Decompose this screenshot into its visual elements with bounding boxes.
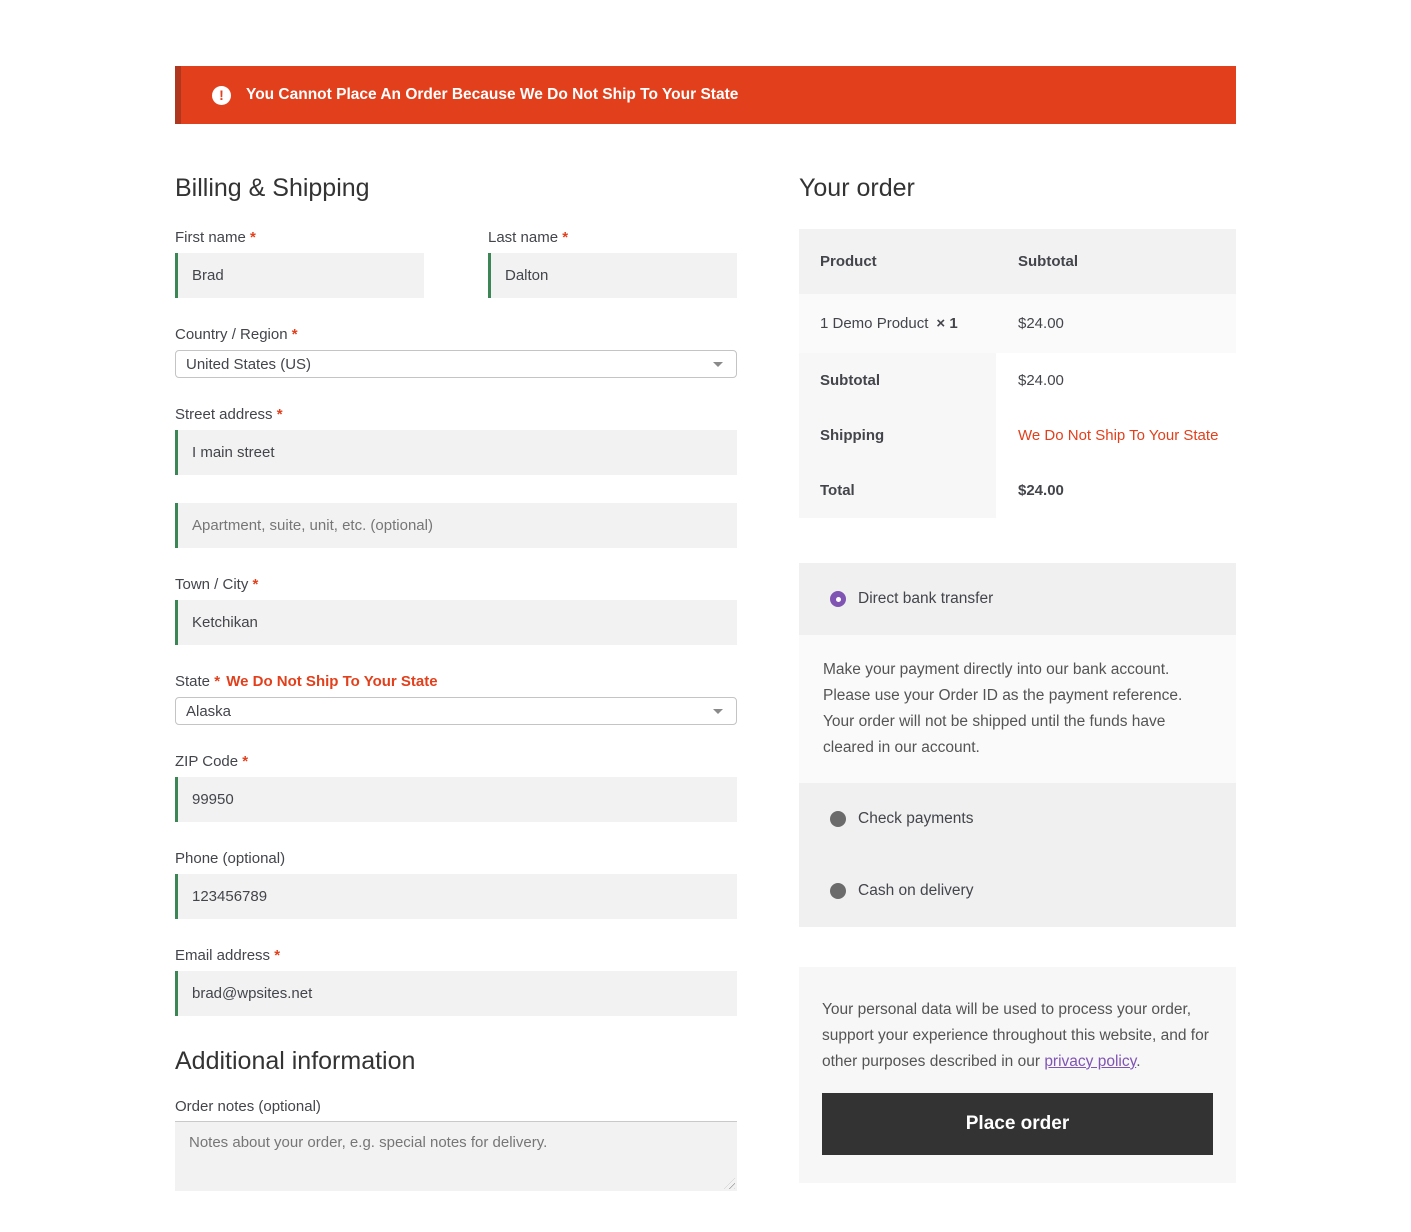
required-mark: * bbox=[242, 753, 249, 770]
last-name-input[interactable] bbox=[488, 253, 737, 298]
error-banner bbox=[175, 66, 1236, 124]
street-address-input[interactable] bbox=[175, 430, 737, 475]
radio-unselected-icon[interactable] bbox=[830, 811, 846, 827]
first-name-field-group bbox=[175, 229, 424, 298]
phone-field-group bbox=[175, 850, 737, 919]
first-name-input[interactable] bbox=[175, 253, 424, 298]
last-name-label: Last name * bbox=[488, 229, 569, 246]
radio-unselected-icon[interactable] bbox=[830, 883, 846, 899]
total-label: Total bbox=[799, 463, 996, 518]
order-table bbox=[799, 229, 1236, 518]
alert-icon bbox=[212, 86, 231, 105]
payment-method-description: Make your payment directly into our bank account. Please use your Order ID as the payment reference. Your order will not be shipped until the funds have cleared in our account. bbox=[799, 635, 1236, 783]
first-name-label: First name * bbox=[175, 229, 256, 246]
line-item-qty: × 1 bbox=[936, 315, 958, 332]
state-select-value: Alaska bbox=[186, 702, 232, 720]
shipping-value: We Do Not Ship To Your State bbox=[996, 408, 1236, 463]
error-banner-text: You Cannot Place An Order Because We Do Not Ship To Your State bbox=[246, 86, 739, 103]
payment-method-bank-transfer[interactable]: Direct bank transfer bbox=[799, 563, 1236, 635]
required-mark: * bbox=[250, 229, 256, 246]
country-select[interactable] bbox=[175, 350, 737, 378]
street-address-field-group bbox=[175, 406, 737, 475]
street-address-label: Street address * bbox=[175, 406, 283, 423]
city-label: Town / City * bbox=[175, 576, 259, 593]
required-mark: * bbox=[291, 326, 298, 343]
place-order-button[interactable]: Place order bbox=[822, 1093, 1213, 1155]
subtotal-label: Subtotal bbox=[799, 353, 996, 408]
required-mark: * bbox=[274, 947, 281, 964]
line-item-name: 1 Demo Product × 1 bbox=[820, 315, 958, 332]
state-field-group bbox=[175, 673, 737, 725]
subtotal-row bbox=[799, 353, 1236, 408]
zip-input[interactable] bbox=[175, 777, 737, 822]
phone-label: Phone (optional) bbox=[175, 850, 286, 867]
last-name-field-group bbox=[488, 229, 737, 298]
required-mark: * bbox=[214, 673, 221, 690]
payment-method-check[interactable]: Check payments bbox=[799, 783, 1236, 855]
billing-shipping-title: Billing & Shipping bbox=[175, 174, 370, 202]
country-label: Country / Region * bbox=[175, 326, 298, 343]
checkout-page bbox=[175, 0, 1236, 1219]
country-select-value: United States (US) bbox=[186, 355, 312, 373]
total-row bbox=[799, 463, 1236, 518]
payment-method-cod[interactable]: Cash on delivery bbox=[799, 855, 1236, 927]
order-table-header bbox=[799, 229, 1236, 294]
subtotal-value: $24.00 bbox=[996, 353, 1236, 408]
place-order-panel bbox=[799, 967, 1236, 1183]
zip-label: ZIP Code * bbox=[175, 753, 249, 770]
subtotal-column-header: Subtotal bbox=[1018, 253, 1078, 270]
privacy-notice: Your personal data will be used to process your order, support your experience throughout this website, and for other purposes described in our privacy policy. bbox=[822, 1001, 1209, 1070]
state-error-text: We Do Not Ship To Your State bbox=[226, 673, 438, 690]
order-review-column bbox=[799, 173, 1236, 1219]
street-address2-field-group bbox=[175, 503, 737, 548]
street-address2-input[interactable] bbox=[175, 503, 737, 548]
payment-methods bbox=[799, 563, 1236, 927]
email-input[interactable] bbox=[175, 971, 737, 1016]
total-value: $24.00 bbox=[996, 463, 1236, 518]
radio-selected-icon[interactable] bbox=[830, 591, 846, 607]
shipping-row bbox=[799, 408, 1236, 463]
line-item-subtotal: $24.00 bbox=[1018, 315, 1064, 332]
city-field-group bbox=[175, 576, 737, 645]
phone-input[interactable] bbox=[175, 874, 737, 919]
billing-column bbox=[175, 173, 737, 1219]
email-label: Email address * bbox=[175, 947, 281, 964]
country-field-group bbox=[175, 326, 737, 378]
state-label: State * We Do Not Ship To Your State bbox=[175, 673, 438, 690]
your-order-title: Your order bbox=[799, 174, 915, 202]
email-field-group bbox=[175, 947, 737, 1016]
zip-field-group bbox=[175, 753, 737, 822]
state-select[interactable] bbox=[175, 697, 737, 725]
order-notes-textarea[interactable] bbox=[175, 1121, 737, 1191]
order-notes-label: Order notes (optional) bbox=[175, 1098, 321, 1115]
privacy-policy-link[interactable]: privacy policy bbox=[1044, 1053, 1137, 1070]
order-line-item-row bbox=[799, 294, 1236, 353]
additional-information-title: Additional information bbox=[175, 1047, 416, 1075]
chevron-down-icon bbox=[713, 362, 723, 367]
required-mark: * bbox=[276, 406, 283, 423]
chevron-down-icon bbox=[713, 709, 723, 714]
shipping-label: Shipping bbox=[799, 408, 996, 463]
product-column-header: Product bbox=[820, 253, 877, 270]
city-input[interactable] bbox=[175, 600, 737, 645]
order-notes-field-group bbox=[175, 1098, 737, 1191]
required-mark: * bbox=[252, 576, 259, 593]
required-mark: * bbox=[562, 229, 569, 246]
